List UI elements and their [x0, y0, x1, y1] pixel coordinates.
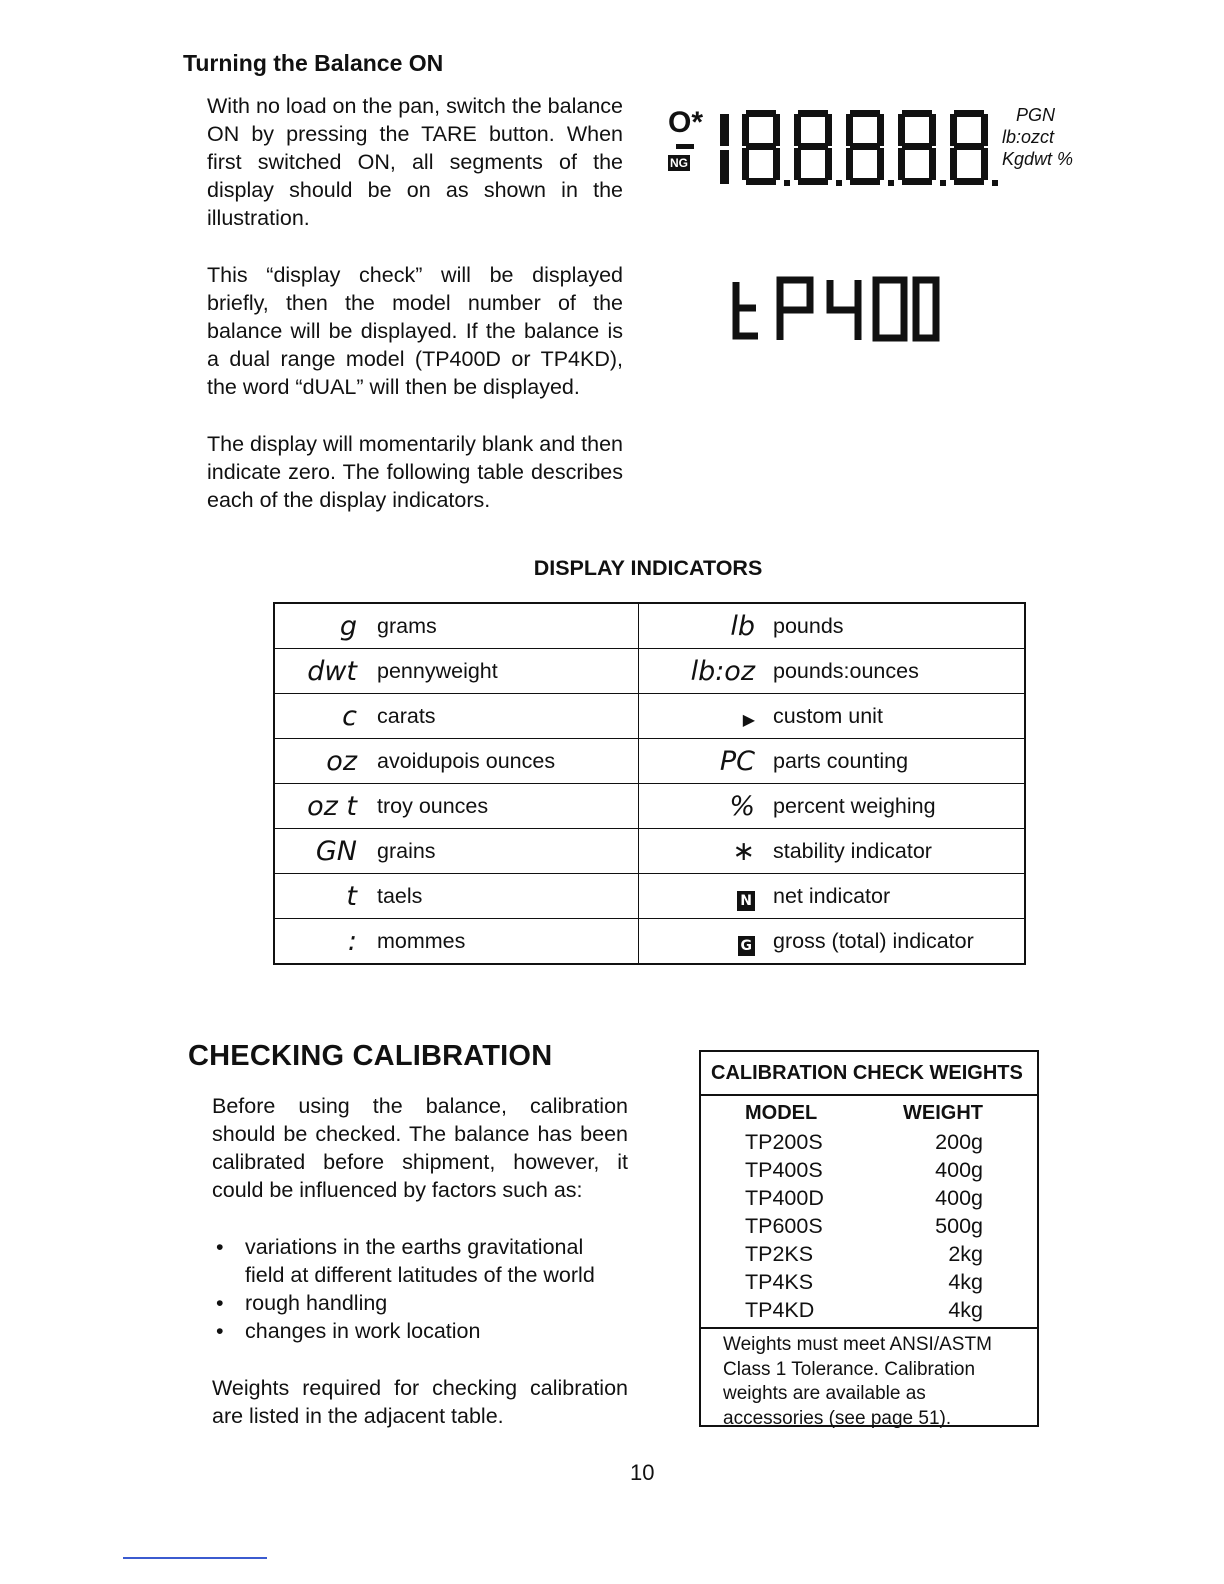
weight-cell: 500g — [935, 1214, 983, 1238]
indicator-label: gross (total) indicator — [773, 928, 974, 953]
readout-char-0a — [876, 280, 904, 338]
table-row — [274, 603, 1025, 649]
indicator-label: parts counting — [773, 748, 909, 773]
indicator-label: mommes — [377, 928, 466, 953]
indicator-cell-left — [274, 739, 639, 784]
indicator-cell-right — [639, 919, 1026, 965]
page-number: 10 — [630, 1460, 655, 1485]
indicator-symbol: c — [342, 700, 357, 732]
table-row — [274, 874, 1025, 919]
lcd-digit-8 — [898, 110, 946, 186]
turning-on-para-1: With no load on the pan, switch the balance ON by pressing the TARE button. When first switched ON, all segments of the display should be on as shown in the illustration. — [207, 94, 623, 230]
section-title-turning-on: Turning the Balance ON — [183, 50, 444, 76]
lcd-unit-label-bottom: Kgdwt % — [1002, 149, 1074, 169]
table-row — [274, 694, 1025, 739]
lcd-net-gross-icon: NG — [670, 156, 688, 170]
lcd-digit-1 — [720, 114, 729, 184]
lcd-digit-8 — [742, 110, 790, 186]
calibration-table-note: Weights must meet ANSI/ASTM Class 1 Tolerance. Calibration weights are available as accessories (see page 51). — [701, 1327, 1037, 1425]
display-indicators-table — [273, 602, 1026, 965]
indicator-label: percent weighing — [773, 793, 936, 818]
indicator-label: custom unit — [773, 703, 883, 728]
indicator-cell-left — [274, 919, 639, 965]
list-item: • rough handling — [212, 1289, 628, 1317]
indicator-label: pennyweight — [377, 658, 498, 683]
lcd-digit-8 — [846, 110, 894, 186]
indicator-label: pounds — [773, 613, 844, 638]
indicator-cell-right — [639, 603, 1026, 649]
model-cell: TP4KS — [745, 1270, 814, 1294]
lcd-left-indicators — [668, 108, 712, 188]
lcd-digit-8 — [794, 110, 842, 186]
indicator-symbol: : — [347, 925, 357, 957]
table-row — [274, 829, 1025, 874]
weight-cell: 400g — [935, 1186, 983, 1210]
indicator-label: carats — [377, 703, 436, 728]
lcd-stability-zero-symbols: O* — [668, 106, 704, 139]
model-readout-segments — [730, 272, 940, 344]
indicator-symbol: % — [729, 790, 755, 822]
lcd-digit-8 — [950, 110, 998, 186]
table-row — [274, 649, 1025, 694]
weight-cell: 4kg — [948, 1270, 983, 1294]
readout-char-0b — [916, 280, 936, 338]
indicator-symbol: lb:oz — [690, 655, 755, 687]
indicator-label: grams — [377, 613, 437, 638]
calibration-factors-list — [212, 1233, 628, 1345]
model-cell: TP400S — [745, 1158, 823, 1182]
calibration-intro-para: Before using the balance, calibration should be checked. The balance has been calibrated before shipment, however, it could be influenced by factors such as: — [212, 1094, 628, 1202]
indicator-symbol: g — [339, 610, 357, 642]
weight-cell: 400g — [935, 1158, 983, 1182]
readout-char-p — [780, 280, 810, 340]
indicator-cell-right — [639, 784, 1026, 829]
calibration-weights-table — [699, 1050, 1039, 1427]
checking-calibration-text — [212, 1092, 628, 1430]
indicator-cell-right — [639, 694, 1026, 739]
readout-char-4 — [830, 280, 858, 340]
lcd-minus-sign — [676, 144, 694, 149]
indicator-symbol: N — [639, 881, 773, 912]
indicator-symbol: GN — [315, 835, 357, 867]
table-row — [274, 784, 1025, 829]
table-row — [274, 739, 1025, 784]
list-item: • changes in work location — [212, 1317, 628, 1345]
weight-cell: 4kg — [948, 1298, 983, 1322]
indicator-label: avoidupois ounces — [377, 748, 556, 773]
indicator-label: troy ounces — [377, 793, 489, 818]
indicator-cell-left — [274, 694, 639, 739]
indicator-cell-right — [639, 649, 1026, 694]
display-indicators-title: DISPLAY INDICATORS — [533, 556, 763, 580]
model-cell: TP2KS — [745, 1242, 814, 1266]
model-cell: TP400D — [745, 1186, 824, 1210]
weight-cell: 200g — [935, 1130, 983, 1154]
indicator-symbol: ▶ — [742, 709, 755, 729]
turning-on-para-3: The display will momentarily blank and then indicate zero. The following table describes each of the display indicators. — [207, 432, 623, 512]
indicator-label: stability indicator — [773, 838, 932, 863]
indicator-label: taels — [377, 883, 423, 908]
indicator-symbol: PC — [719, 745, 755, 777]
lcd-unit-label-mid: lb:ozct — [1002, 127, 1055, 147]
footer-rule — [123, 1557, 267, 1559]
lcd-unit-label-top: PGN — [1016, 105, 1056, 125]
indicator-symbol: dwt — [307, 655, 357, 687]
indicator-cell-right — [639, 874, 1026, 919]
indicator-symbol: t — [346, 880, 357, 912]
weight-cell: 2kg — [948, 1242, 983, 1266]
model-column — [701, 1102, 873, 1324]
model-cell: TP4KD — [745, 1298, 815, 1322]
turning-on-text — [207, 92, 623, 514]
model-number-readout — [730, 272, 940, 349]
indicator-cell-left — [274, 874, 639, 919]
weight-column — [873, 1102, 983, 1324]
indicator-symbol: lb — [730, 610, 755, 642]
indicator-symbol: G — [639, 926, 773, 957]
model-column-header: MODEL — [745, 1102, 818, 1124]
model-cell: TP600S — [745, 1214, 823, 1238]
lcd-eight-segment-digits — [718, 100, 1000, 192]
indicator-cell-left — [274, 829, 639, 874]
section-title-checking-calibration: CHECKING CALIBRATION — [188, 1040, 553, 1072]
list-item: • variations in the earths gravitational field at different latitudes of the world — [212, 1233, 628, 1289]
indicator-symbol: ∗ — [732, 835, 755, 867]
indicator-cell-left — [274, 603, 639, 649]
indicator-symbol: oz — [326, 745, 357, 777]
table-row — [274, 919, 1025, 965]
indicator-cell-left — [274, 784, 639, 829]
indicator-label: grains — [377, 838, 436, 863]
indicator-label: pounds:ounces — [773, 658, 919, 683]
indicator-cell-left — [274, 649, 639, 694]
turning-on-para-2: This “display check” will be displayed briefly, then the model number of the balance will be displayed. If the balance is a dual range model (TP400D or TP4KD), the word “dUAL” will then be displayed. — [207, 263, 623, 399]
lcd-unit-labels — [1002, 104, 1074, 170]
calibration-table-title: CALIBRATION CHECK WEIGHTS — [701, 1052, 1037, 1096]
lcd-digit-display — [718, 100, 1000, 192]
model-cell: TP200S — [745, 1130, 823, 1154]
calibration-weights-para: Weights required for checking calibration are listed in the adjacent table. — [212, 1376, 628, 1428]
indicator-cell-right — [639, 739, 1026, 784]
lcd-digits-group — [742, 110, 998, 186]
indicator-symbol: oz t — [307, 790, 357, 822]
indicator-label: net indicator — [773, 883, 891, 908]
weight-column-header: WEIGHT — [903, 1102, 983, 1124]
indicator-cell-right — [639, 829, 1026, 874]
